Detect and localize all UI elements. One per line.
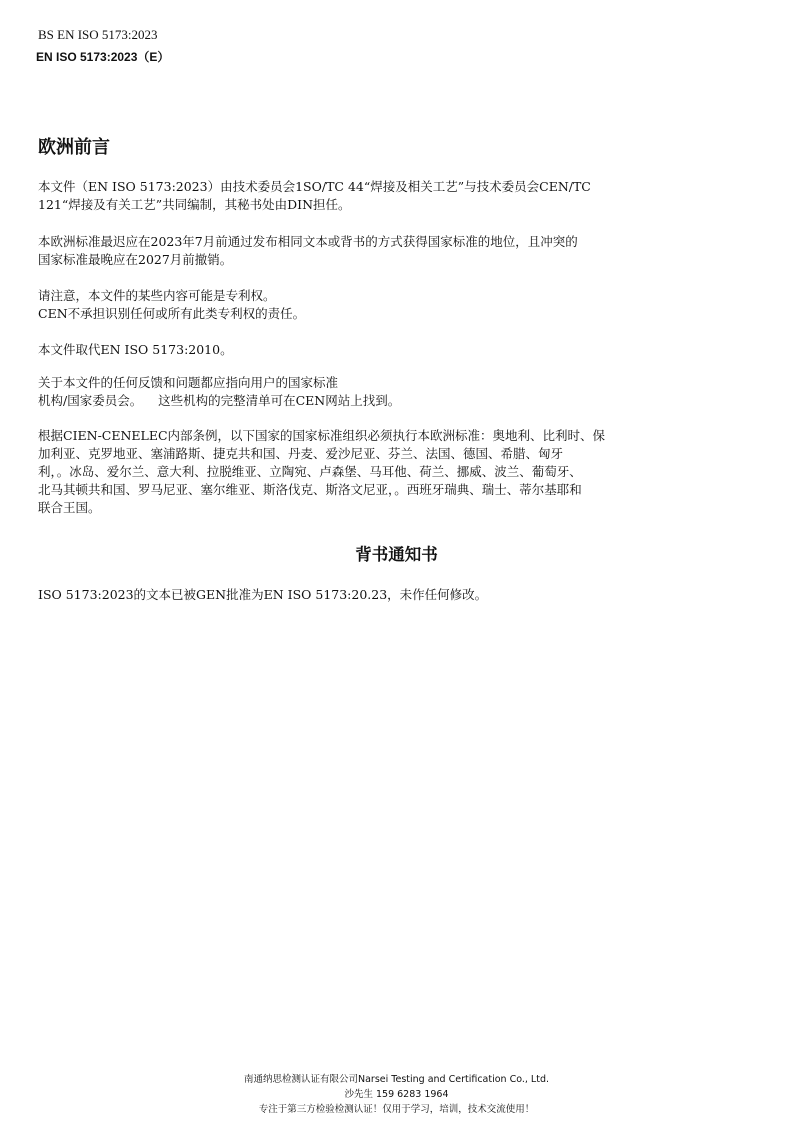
- text-line: 北马其顿共和国、罗马尼亚、塞尔维亚、斯洛伐克、斯洛文尼亚，。西班牙瑞典、瑞士、蒂尔基耶和: [38, 482, 582, 497]
- foreword-paragraph-5: [38, 374, 698, 410]
- text-line: 加利亚、克罗地亚、塞浦路斯、捷克共和国、丹麦、爱沙尼亚、芬兰、法国、德国、希腊、匈牙: [38, 446, 564, 461]
- text-line: 本文件（EN ISO 5173:2023）由技术委员会1SO/TC 44“焊接及相关工艺”与技术委员会CEN/TC: [38, 179, 591, 194]
- doc-code-subheader: EN ISO 5173:2023（E）: [36, 50, 170, 64]
- page-footer: [0, 1072, 793, 1117]
- foreword-paragraph-2: [38, 233, 698, 269]
- text-line: 国家标准最晚应在2027月前撤销。: [38, 252, 233, 267]
- text-line: 121“焊接及有关工艺”共同编制，其秘书处由DIN担任。: [38, 197, 351, 212]
- text-line: 根据CIEN-CENELEC内部条例，以下国家的国家标准组织必须执行本欧洲标准：奥地利、比利时、保: [38, 428, 606, 443]
- footer-disclaimer: 专注于第三方检验检测认证！仅用于学习，培训，技术交流使用！: [258, 1104, 535, 1115]
- text-line: 本欧洲标准最迟应在2023年7月前通过发布相同文本或背书的方式获得国家标准的地位，且冲突的: [38, 234, 578, 249]
- text-line: 本文件取代EN ISO 5173:2010。: [38, 342, 233, 357]
- foreword-paragraph-6: [38, 427, 698, 517]
- text-line: 关于本文件的任何反馈和问题都应指向用户的国家标准: [38, 375, 339, 390]
- text-line: 联合王国。: [38, 500, 101, 515]
- footer-company: 南通纳思检测认证有限公司Narsei Testing and Certification Co., Ltd.: [244, 1074, 549, 1085]
- text-line: ISO 5173:2023的文本已被GEN批准为EN ISO 5173:20.23，未作任何修改。: [38, 587, 488, 602]
- footer-contact: 沙先生 159 6283 1964: [344, 1089, 449, 1100]
- text-line: 利，。冰岛、爱尔兰、意大利、拉脱维亚、立陶宛、卢森堡、马耳他、荷兰、挪威、波兰、葡萄牙、: [38, 464, 582, 479]
- text-line: 请注意，本文件的某些内容可能是专利权。: [38, 288, 276, 303]
- endorsement-paragraph: [38, 586, 698, 604]
- foreword-paragraph-3: [38, 287, 698, 323]
- foreword-title: 欧洲前言: [38, 137, 110, 158]
- foreword-paragraph-1: [38, 178, 698, 214]
- foreword-paragraph-4: [38, 341, 698, 359]
- doc-code-header: BS EN ISO 5173:2023: [38, 27, 158, 42]
- endorsement-title: 背书通知书: [355, 545, 438, 564]
- text-line: CEN不承担识别任何或所有此类专利权的责任。: [38, 306, 306, 321]
- text-line: 机构/国家委员会。 这些机构的完整清单可在CEN网站上找到。: [38, 393, 401, 408]
